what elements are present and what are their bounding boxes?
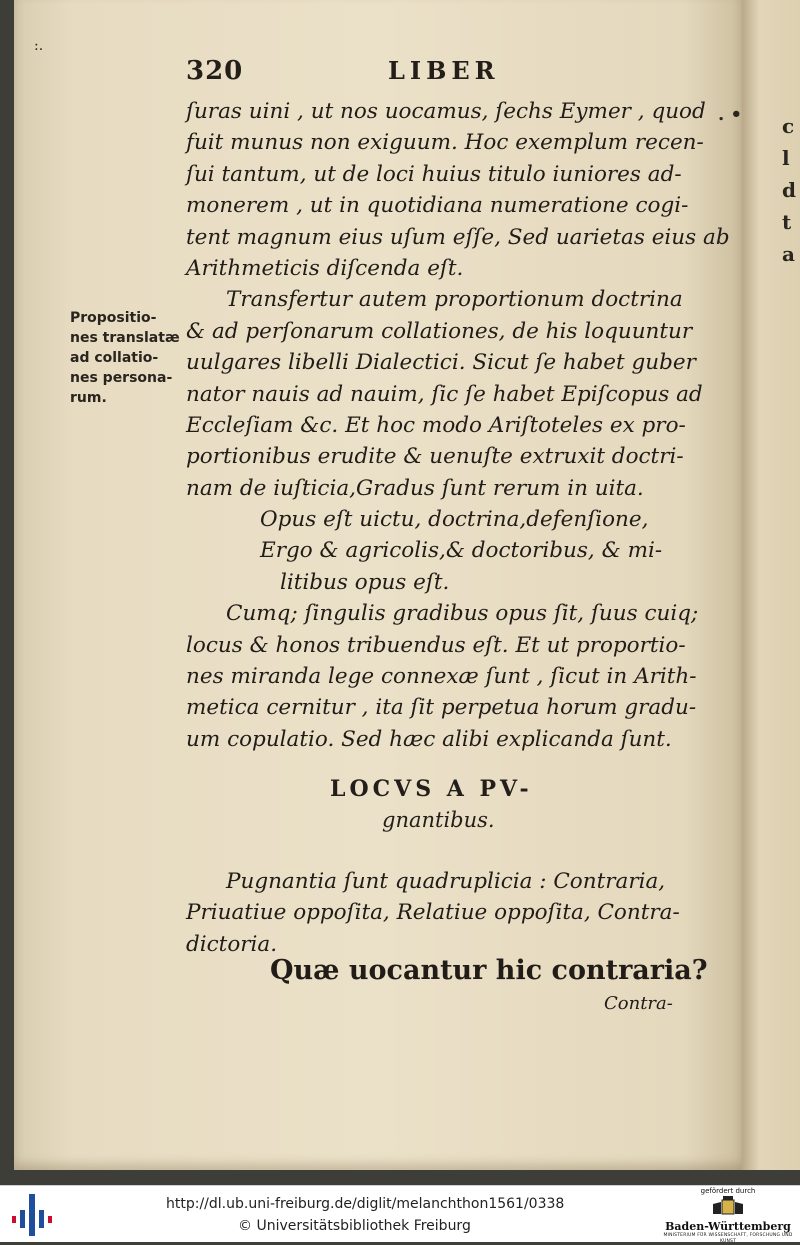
text-line: Cumq; ſingulis gradibus opus ſit, ſuus cuiq; — [226, 601, 699, 627]
document-url-link[interactable]: http://dl.ub.uni-freiburg.de/diglit/melanchthon1561/0338 — [166, 1196, 565, 1212]
catchword: Contra- — [604, 993, 673, 1014]
text-line: nes miranda lege connexæ ſunt , ſicut in Arith- — [186, 664, 697, 690]
section-heading: LOCVS A PV- — [330, 776, 533, 802]
text-line: nam de iuſticia,Gradus ſunt rerum in uita. — [186, 475, 644, 501]
coat-of-arms-icon — [711, 1196, 745, 1216]
running-title: LIBER — [388, 56, 500, 85]
adjacent-page-letters: c l d t a — [782, 114, 796, 266]
ub-freiburg-logo-icon — [12, 1194, 52, 1236]
margin-note — [70, 308, 190, 408]
text-line: locus & honos tribuendus eſt. Et ut proportio- — [186, 632, 686, 658]
page-number: 320 — [186, 56, 244, 86]
verse-line: Opus eſt uictu, doctrina,defenſione, — [260, 507, 649, 533]
question-heading: Quæ uocantur hic contraria? — [270, 955, 708, 986]
text-line: portionibus erudite & uenuſte extruxit doctri- — [186, 444, 684, 470]
verse-line: litibus opus eſt. — [280, 569, 450, 595]
copyright-text: © Universitätsbibliothek Freiburg — [238, 1218, 471, 1234]
text-line: nator nauis ad nauim, ſic ſe habet Epiſcopus ad — [186, 381, 703, 407]
sponsor-ministry: MINISTERIUM FÜR WISSENSCHAFT, FORSCHUNG UND KUNST — [663, 1233, 793, 1244]
text-line: monerem , ut in quotidiana numeratione cogi- — [186, 193, 689, 219]
section-heading-continued: gnantibus. — [382, 808, 495, 832]
text-line: tent magnum eius uſum eſſe, Sed uarietas eius ab — [186, 224, 730, 250]
text-line: metica cernitur , ita ſit perpetua horum gradu- — [186, 695, 697, 721]
text-line: fuit munus non exiguum. Hoc exemplum recen- — [186, 130, 704, 156]
margin-note-line: nes persona- — [70, 370, 173, 386]
text-line: Eccleſiam &c. Et hoc modo Ariſtoteles ex pro- — [186, 412, 686, 438]
footer-bar — [0, 1185, 800, 1242]
text-line: dictoria. — [186, 931, 278, 957]
text-line: ſui tantum, ut de loci huius titulo iuniores ad- — [186, 161, 682, 187]
right-margin-mark: . • — [718, 104, 743, 125]
margin-note-line: ad collatio- — [70, 350, 159, 366]
margin-note-line: nes translatæ — [70, 330, 180, 346]
margin-note-line: Propositio- — [70, 310, 157, 326]
text-line: uulgares libelli Dialectici. Sicut ſe habet guber — [186, 350, 696, 376]
text-line: Priuatiue oppoſita, Relatiue oppoſita, Contra- — [186, 900, 680, 926]
sponsor-logo — [660, 1187, 796, 1244]
text-line: Pugnantia ſunt quadruplicia : Contraria, — [226, 869, 666, 894]
verse-line: Ergo & agricolis,& doctoribus, & mi- — [260, 538, 663, 564]
corner-mark: :. — [34, 38, 44, 54]
text-line: Transfertur autem proportionum doctrina — [226, 287, 683, 313]
text-line: Arithmeticis diſcenda eſt. — [186, 255, 464, 281]
margin-note-line: rum. — [70, 390, 107, 406]
sponsor-name: Baden-Württemberg — [665, 1220, 791, 1233]
body-text — [186, 96, 730, 755]
text-line: & ad perſonarum collationes, de his loquuntur — [186, 318, 693, 344]
paragraph-pugnantia — [186, 866, 706, 960]
adjacent-page-edge — [742, 0, 800, 1170]
text-line: um copulatio. Sed hæc alibi explicanda ſunt. — [186, 726, 672, 752]
text-line: ſuras uini , ut nos uocamus, ſechs Eymer , quod — [186, 99, 706, 124]
sponsor-caption: gefördert durch — [700, 1187, 756, 1195]
